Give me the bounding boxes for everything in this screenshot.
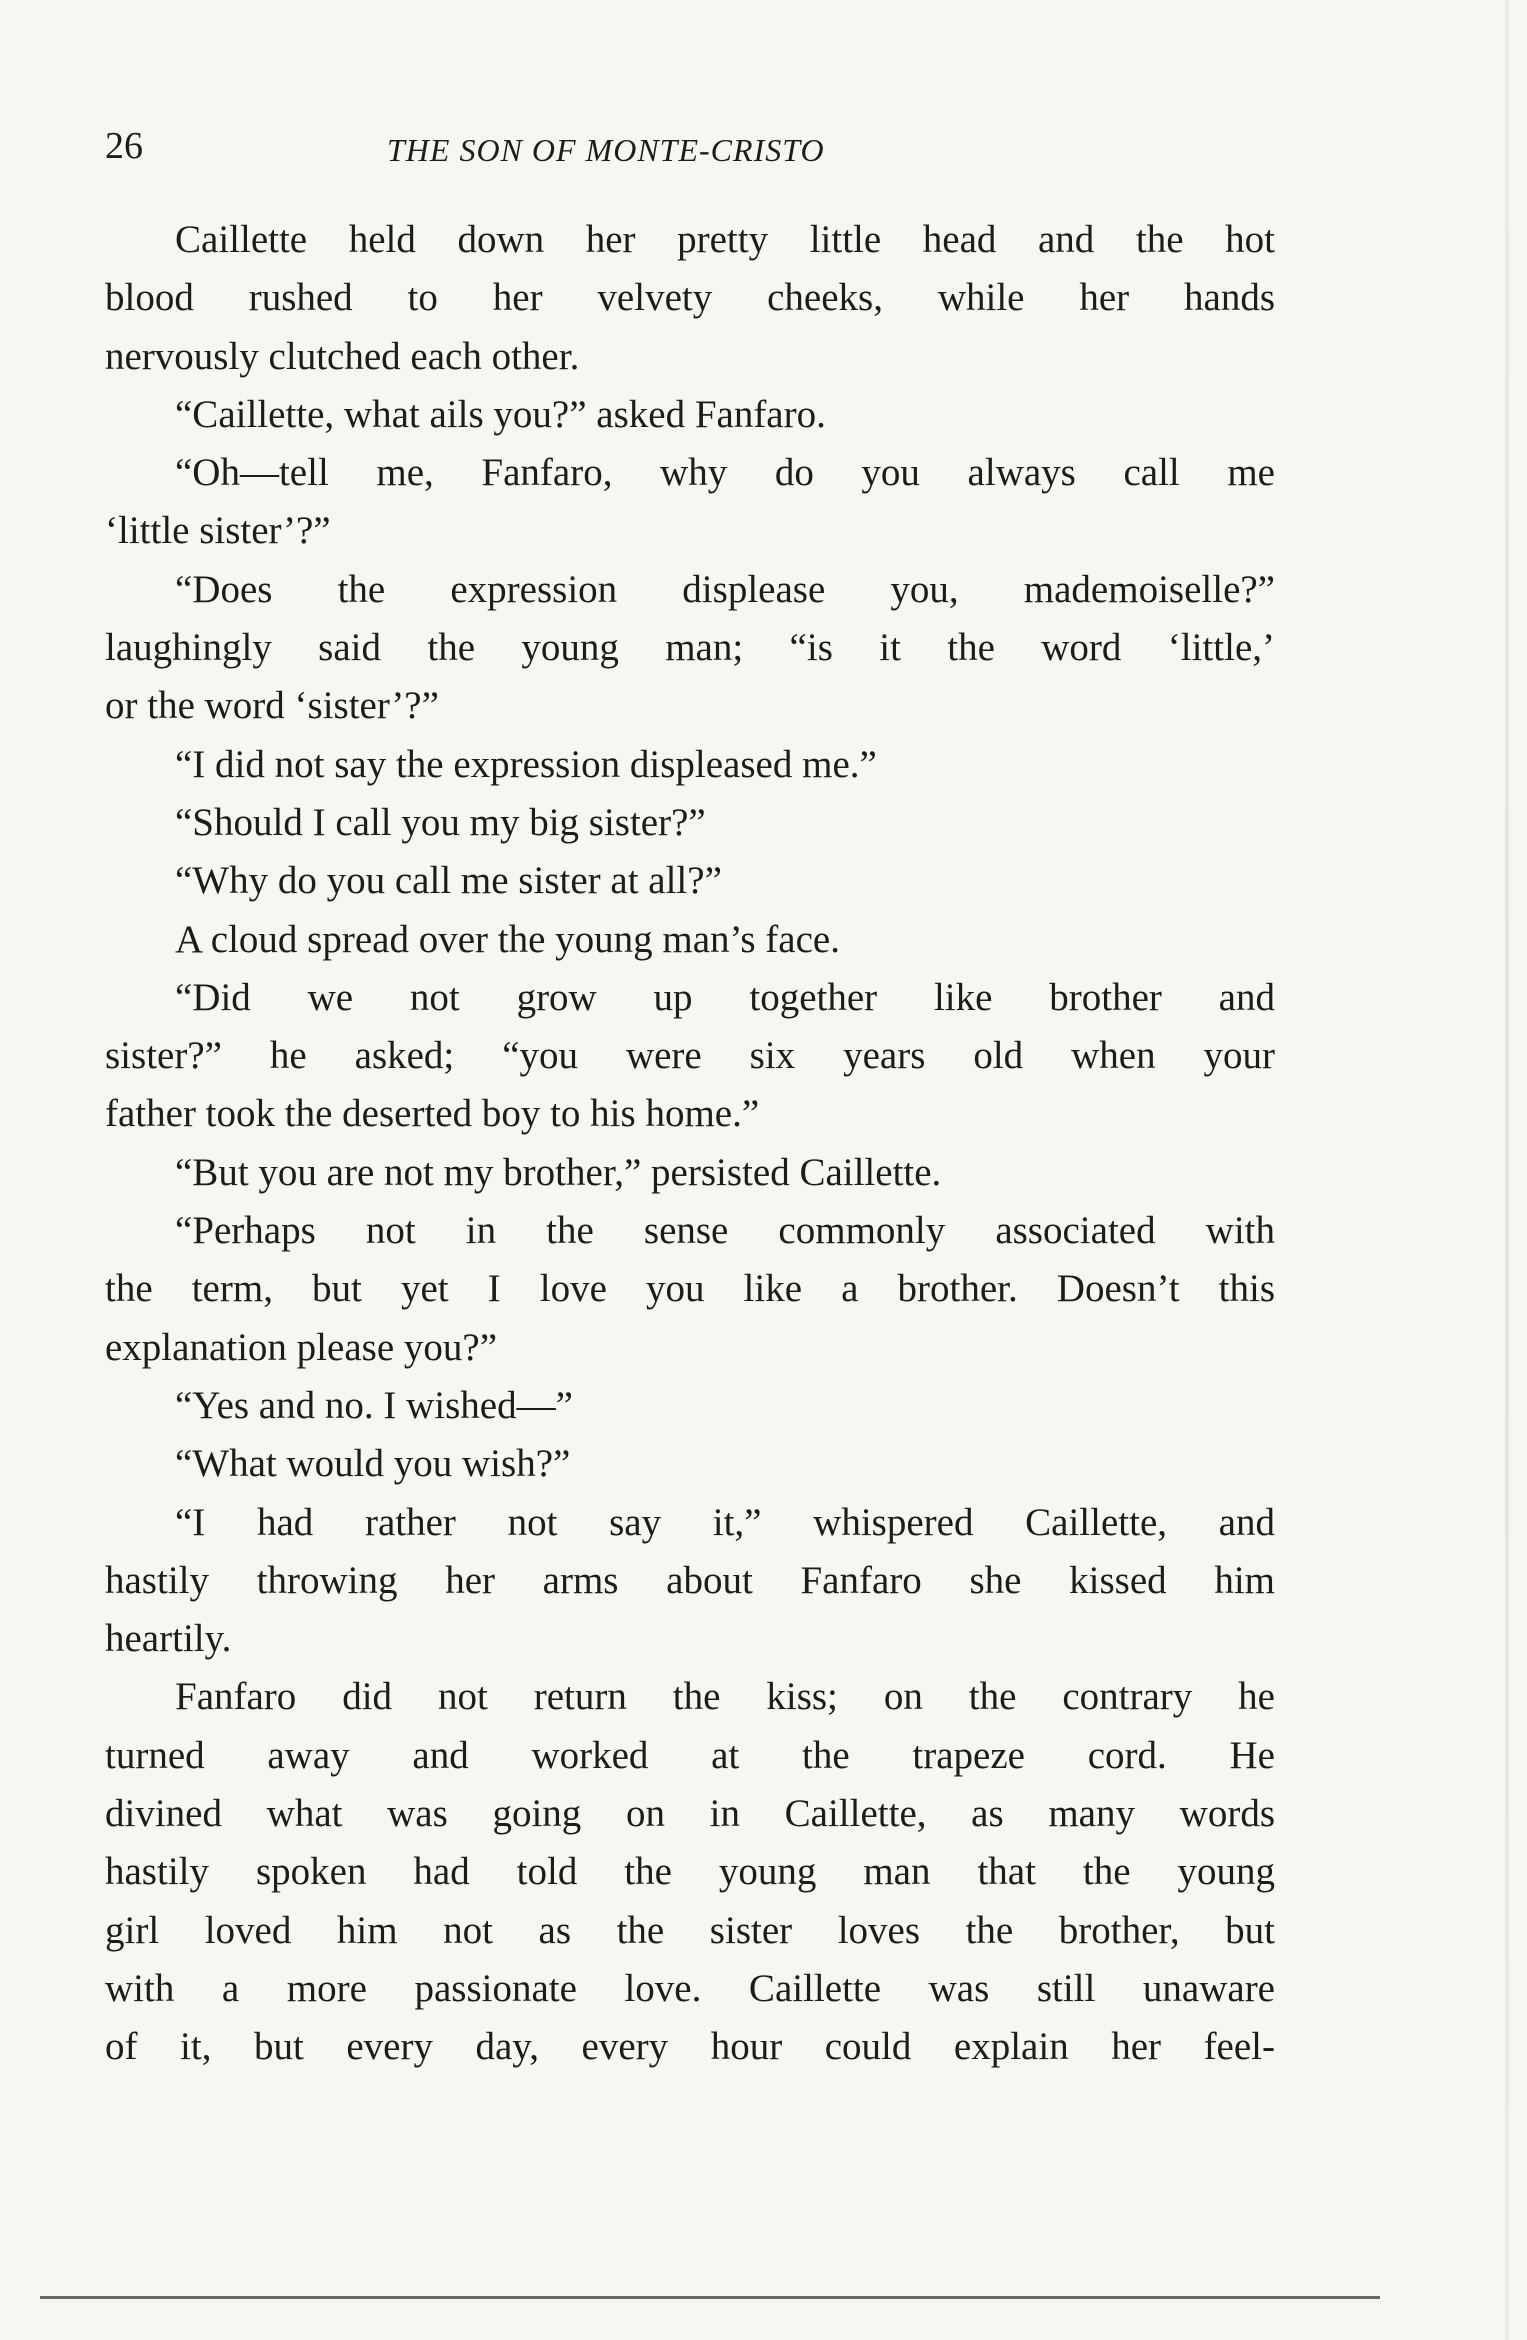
text-line: Caillette held down her pretty little head and the hot — [175, 218, 1275, 261]
page-number: 26 — [105, 125, 143, 167]
text-line: heartily. — [105, 1617, 232, 1661]
text-line: “Oh—tell me, Fanfaro, why do you always call me — [175, 451, 1275, 495]
text-line: girl loved him not as the sister loves the brother, but — [105, 1908, 1275, 1952]
page-header — [105, 124, 1275, 184]
text-line: divined what was going on in Caillette, as many words — [105, 1792, 1275, 1836]
text-line: hastily spoken had told the young man that the young — [105, 1850, 1275, 1894]
text-line: ‘little sister’?” — [105, 509, 331, 553]
text-line: “Does the expression displease you, mademoiselle?” — [175, 567, 1275, 611]
text-line: the term, but yet I love you like a brother. Doesn’t this — [105, 1267, 1275, 1311]
text-line: explanation please you?” — [105, 1325, 497, 1369]
text-line: A cloud spread over the young man’s face. — [175, 917, 840, 961]
text-line: “I did not say the expression displeased me.” — [175, 742, 877, 786]
text-line: “Did we not grow up together like brother and — [175, 975, 1275, 1019]
text-line: of it, but every day, every hour could explain her feel- — [105, 2025, 1275, 2069]
bottom-rule — [40, 2296, 1380, 2299]
text-line: nervously clutched each other. — [105, 334, 580, 378]
text-line: “Should I call you my big sister?” — [175, 800, 706, 844]
text-line: father took the deserted boy to his home.” — [105, 1092, 760, 1136]
text-line: blood rushed to her velvety cheeks, while her hands — [105, 276, 1275, 320]
text-line: sister?” he asked; “you were six years old when your — [105, 1034, 1275, 1078]
text-line: Fanfaro did not return the kiss; on the contrary he — [175, 1675, 1275, 1719]
text-line: hastily throwing her arms about Fanfaro she kissed him — [105, 1558, 1275, 1602]
running-title: THE SON OF MONTE-CRISTO — [387, 132, 825, 168]
text-line: “I had rather not say it,” whispered Caillette, and — [175, 1500, 1275, 1544]
text-line: “But you are not my brother,” persisted Caillette. — [175, 1150, 942, 1194]
text-line: “Perhaps not in the sense commonly associated with — [175, 1209, 1275, 1253]
text-line: with a more passionate love. Caillette was still unaware — [105, 1966, 1275, 2010]
text-line: turned away and worked at the trapeze cord. He — [105, 1733, 1275, 1777]
body-text — [105, 211, 1275, 2077]
text-line: “Why do you call me sister at all?” — [175, 859, 722, 903]
text-line: “Yes and no. I wished—” — [175, 1383, 573, 1427]
text-line: “Caillette, what ails you?” asked Fanfaro. — [175, 392, 826, 436]
text-line: “What would you wish?” — [175, 1442, 571, 1486]
text-line: laughingly said the young man; “is it the word ‘little,’ — [105, 626, 1275, 670]
page-edge — [1505, 0, 1509, 2340]
text-line: or the word ‘sister’?” — [105, 684, 439, 728]
